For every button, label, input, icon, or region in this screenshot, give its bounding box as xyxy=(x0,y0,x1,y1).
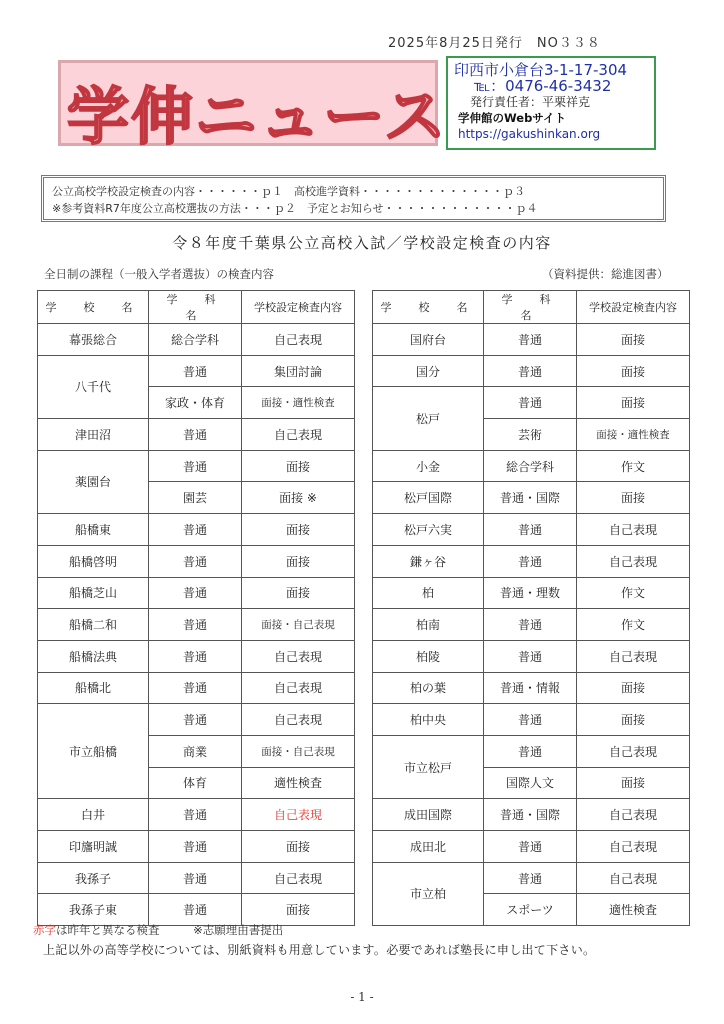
exam-content-cell: 面接 xyxy=(577,387,690,419)
header-exam: 学校設定検査内容 xyxy=(577,291,690,324)
exam-table-right xyxy=(372,290,690,926)
table-row xyxy=(373,704,690,736)
exam-content-cell: 自己表現 xyxy=(242,799,355,831)
table-row xyxy=(38,450,355,482)
table-row xyxy=(38,831,355,863)
department-cell: 普通 xyxy=(484,862,577,894)
school-name-cell: 津田沼 xyxy=(38,419,149,451)
exam-content-cell: 自己表現 xyxy=(242,862,355,894)
table-row xyxy=(373,799,690,831)
table-row xyxy=(38,672,355,704)
exam-content-cell: 面接 xyxy=(577,355,690,387)
exam-content-cell: 面接 ※ xyxy=(242,482,355,514)
exam-content-cell: 自己表現 xyxy=(577,545,690,577)
header-dept: 学 科 名 xyxy=(149,291,242,324)
exam-content-cell: 自己表現 xyxy=(242,419,355,451)
table-header-row xyxy=(38,291,355,324)
school-name-cell: 白井 xyxy=(38,799,149,831)
table-row xyxy=(38,609,355,641)
exam-content-cell: 自己表現 xyxy=(577,862,690,894)
department-cell: 普通・国際 xyxy=(484,799,577,831)
school-name-cell: 国分 xyxy=(373,355,484,387)
school-name-cell: 成田北 xyxy=(373,831,484,863)
department-cell: 国際人文 xyxy=(484,767,577,799)
table-row xyxy=(373,514,690,546)
school-name-cell: 柏 xyxy=(373,577,484,609)
department-cell: 普通 xyxy=(149,577,242,609)
exam-content-cell: 自己表現 xyxy=(242,672,355,704)
school-name-cell: 市立柏 xyxy=(373,862,484,925)
exam-content-cell: 面接 xyxy=(577,324,690,356)
department-cell: 普通 xyxy=(484,545,577,577)
school-name-cell: 成田国際 xyxy=(373,799,484,831)
exam-content-cell: 適性検査 xyxy=(242,767,355,799)
department-cell: 普通・国際 xyxy=(484,482,577,514)
table-row xyxy=(38,799,355,831)
table-row xyxy=(373,482,690,514)
toc-row-2: ※参考資料R7年度公立高校選抜の方法・・・ｐ２ 予定とお知らせ・・・・・・・・・・・・ｐ４ xyxy=(52,202,538,215)
exam-content-cell: 面接 xyxy=(242,450,355,482)
exam-content-cell: 自己表現 xyxy=(242,704,355,736)
department-cell: 園芸 xyxy=(149,482,242,514)
school-name-cell: 鎌ヶ谷 xyxy=(373,545,484,577)
department-cell: 普通 xyxy=(149,450,242,482)
school-name-cell: 柏南 xyxy=(373,609,484,641)
header-dept: 学 科 名 xyxy=(484,291,577,324)
department-cell: スポーツ xyxy=(484,894,577,926)
school-name-cell: 小金 xyxy=(373,450,484,482)
table-row xyxy=(373,640,690,672)
exam-content-cell: 面接 xyxy=(242,577,355,609)
school-name-cell: 船橋芝山 xyxy=(38,577,149,609)
legend-note-2: ※志願理由書提出 xyxy=(193,923,284,937)
department-cell: 普通 xyxy=(149,704,242,736)
table-row xyxy=(38,419,355,451)
department-cell: 総合学科 xyxy=(149,324,242,356)
table-row xyxy=(373,735,690,767)
exam-content-cell: 面接 xyxy=(577,767,690,799)
school-name-cell: 松戸国際 xyxy=(373,482,484,514)
department-cell: 普通 xyxy=(484,609,577,641)
department-cell: 普通 xyxy=(484,735,577,767)
exam-content-cell: 面接・自己表現 xyxy=(242,735,355,767)
school-name-cell: 柏の葉 xyxy=(373,672,484,704)
department-cell: 普通 xyxy=(149,640,242,672)
school-name-cell: 船橋東 xyxy=(38,514,149,546)
school-name-cell: 柏陵 xyxy=(373,640,484,672)
table-row xyxy=(38,894,355,926)
exam-table-left xyxy=(37,290,355,926)
table-header-row xyxy=(373,291,690,324)
department-cell: 普通 xyxy=(484,640,577,672)
issue-line: 2025年8月25日発行 NO３３８ xyxy=(388,36,601,51)
exam-content-cell: 面接 xyxy=(242,514,355,546)
school-name-cell: 松戸六実 xyxy=(373,514,484,546)
exam-content-cell: 面接 xyxy=(242,831,355,863)
exam-content-cell: 自己表現 xyxy=(242,640,355,672)
school-name-cell: 我孫子東 xyxy=(38,894,149,926)
department-cell: 普通 xyxy=(484,704,577,736)
exam-content-cell: 面接 xyxy=(242,894,355,926)
contact-box xyxy=(446,56,656,150)
school-name-cell: 幕張総合 xyxy=(38,324,149,356)
exam-content-cell: 作文 xyxy=(577,450,690,482)
department-cell: 芸術 xyxy=(484,419,577,451)
table-row xyxy=(373,609,690,641)
school-name-cell: 船橋啓明 xyxy=(38,545,149,577)
table-row xyxy=(373,450,690,482)
exam-content-cell: 面接・自己表現 xyxy=(242,609,355,641)
exam-content-cell: 自己表現 xyxy=(577,831,690,863)
table-row xyxy=(38,704,355,736)
exam-content-cell: 作文 xyxy=(577,577,690,609)
exam-content-cell: 自己表現 xyxy=(242,324,355,356)
school-name-cell: 船橋北 xyxy=(38,672,149,704)
department-cell: 普通 xyxy=(149,862,242,894)
department-cell: 普通 xyxy=(149,609,242,641)
exam-content-cell: 面接・適性検査 xyxy=(242,387,355,419)
exam-content-cell: 自己表現 xyxy=(577,640,690,672)
table-row xyxy=(373,577,690,609)
data-source: （資料提供：総進図書） xyxy=(542,267,669,281)
department-cell: 普通 xyxy=(149,355,242,387)
department-cell: 商業 xyxy=(149,735,242,767)
department-cell: 普通 xyxy=(149,831,242,863)
department-cell: 普通 xyxy=(484,324,577,356)
school-name-cell: 市立松戸 xyxy=(373,735,484,798)
table-row xyxy=(373,324,690,356)
header-school: 学 校 名 xyxy=(373,291,484,324)
exam-content-cell: 面接 xyxy=(577,672,690,704)
department-cell: 家政・体育 xyxy=(149,387,242,419)
legend-note xyxy=(33,922,283,938)
table-row xyxy=(373,545,690,577)
table-row xyxy=(38,514,355,546)
table-row xyxy=(373,387,690,419)
exam-content-cell: 面接 xyxy=(242,545,355,577)
exam-content-cell: 面接 xyxy=(577,704,690,736)
school-name-cell: 八千代 xyxy=(38,355,149,418)
department-cell: 体育 xyxy=(149,767,242,799)
header-school: 学 校 名 xyxy=(38,291,149,324)
department-cell: 普通 xyxy=(484,514,577,546)
department-cell: 普通 xyxy=(149,894,242,926)
responsible-person: 発行責任者：平栗祥克 xyxy=(470,95,591,109)
page-title: 令８年度千葉県公立高校入試／学校設定検査の内容 xyxy=(172,234,552,252)
exam-content-cell: 自己表現 xyxy=(577,799,690,831)
page-number: - 1 - xyxy=(350,990,374,1004)
department-cell: 普通 xyxy=(149,419,242,451)
exam-content-cell: 自己表現 xyxy=(577,514,690,546)
newsletter-logo xyxy=(58,60,448,153)
exam-content-cell: 面接・適性検査 xyxy=(577,419,690,451)
table-row xyxy=(38,640,355,672)
table-row xyxy=(373,831,690,863)
exam-content-cell: 自己表現 xyxy=(577,735,690,767)
department-cell: 普通 xyxy=(484,355,577,387)
department-cell: 普通・情報 xyxy=(484,672,577,704)
school-name-cell: 松戸 xyxy=(373,387,484,450)
department-cell: 普通 xyxy=(484,831,577,863)
address: 印西市小倉台3-1-17-304 xyxy=(454,61,628,79)
exam-content-cell: 集団討論 xyxy=(242,355,355,387)
website-label: 学伸館のWebサイト xyxy=(458,111,567,125)
table-of-contents xyxy=(41,175,666,222)
table-row xyxy=(373,355,690,387)
legend-red-word: 赤字 xyxy=(33,923,56,937)
school-name-cell: 印旛明誠 xyxy=(38,831,149,863)
website-link[interactable]: https://gakushinkan.org xyxy=(458,127,601,141)
table-row xyxy=(38,545,355,577)
school-name-cell: 柏中央 xyxy=(373,704,484,736)
department-cell: 普通 xyxy=(149,799,242,831)
school-name-cell: 船橋法典 xyxy=(38,640,149,672)
department-cell: 普通 xyxy=(484,387,577,419)
school-name-cell: 船橋二和 xyxy=(38,609,149,641)
exam-content-cell: 適性検査 xyxy=(577,894,690,926)
legend-red-text: は昨年と異なる検査 xyxy=(56,923,160,937)
school-name-cell: 市立船橋 xyxy=(38,704,149,799)
table-row xyxy=(373,672,690,704)
header-exam: 学校設定検査内容 xyxy=(242,291,355,324)
table-row xyxy=(373,862,690,894)
department-cell: 普通・理数 xyxy=(484,577,577,609)
department-cell: 普通 xyxy=(149,672,242,704)
exam-content-cell: 作文 xyxy=(577,609,690,641)
school-name-cell: 国府台 xyxy=(373,324,484,356)
logo-text: 学伸ニュース xyxy=(67,80,448,153)
toc-row-1: 公立高校学校設定検査の内容・・・・・・ｐ１ 高校進学資料・・・・・・・・・・・・・ｐ３ xyxy=(52,185,525,198)
exam-content-cell: 面接 xyxy=(577,482,690,514)
school-name-cell: 我孫子 xyxy=(38,862,149,894)
department-cell: 普通 xyxy=(149,545,242,577)
footer-note: 上記以外の高等学校については、別紙資料も用意しています。必要であれば塾長に申し出て下さい。 xyxy=(43,943,596,957)
telephone: ℡：0476‐46‐3432 xyxy=(474,77,612,95)
table-row xyxy=(38,577,355,609)
subtitle: 全日制の課程（一般入学者選抜）の検査内容 xyxy=(44,267,274,281)
table-row xyxy=(38,862,355,894)
table-row xyxy=(38,324,355,356)
department-cell: 普通 xyxy=(149,514,242,546)
department-cell: 総合学科 xyxy=(484,450,577,482)
school-name-cell: 薬園台 xyxy=(38,450,149,513)
table-row xyxy=(38,355,355,387)
